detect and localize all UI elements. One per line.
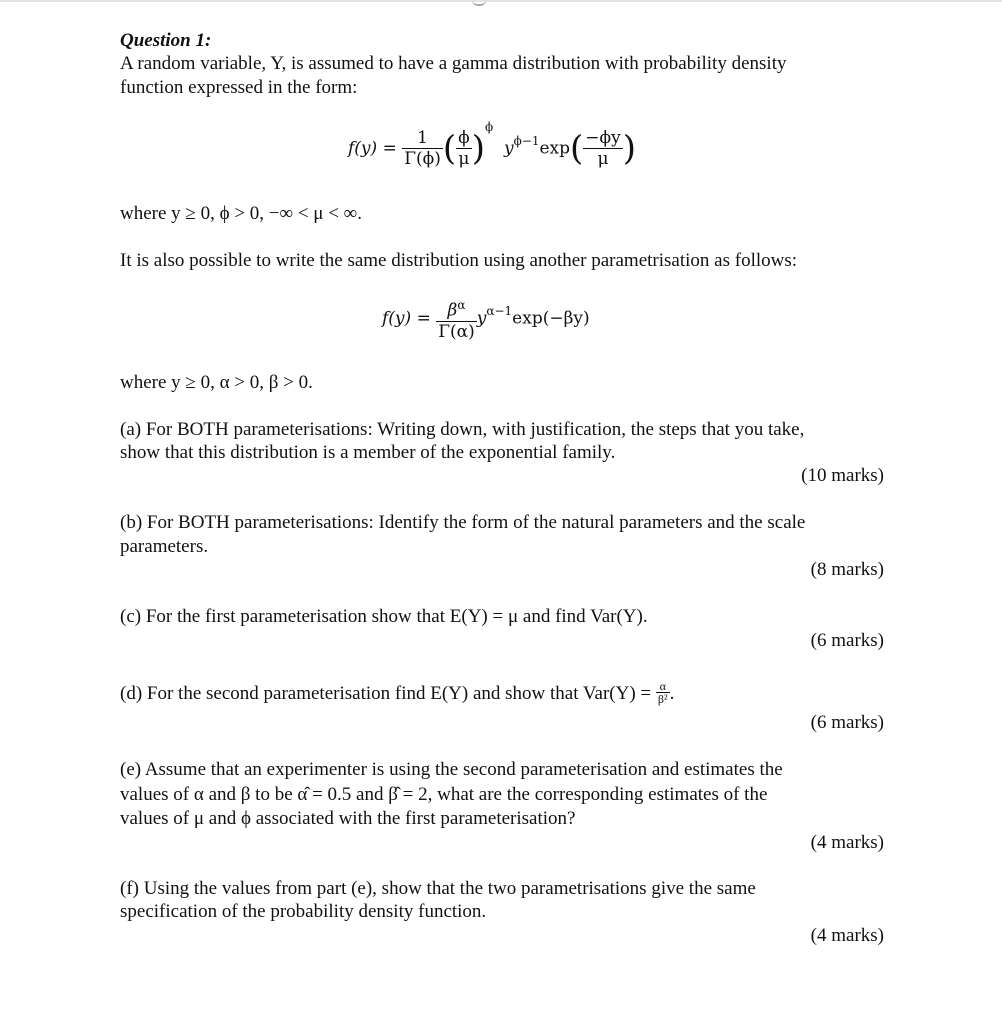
part-e-line-1: (e) Assume that an experimenter is using the second parameterisation and estimates the <box>120 759 783 780</box>
eq2-gamma: Γ(α) <box>438 321 475 342</box>
eq1-exp: exp <box>539 138 571 159</box>
part-d-fraction <box>656 680 670 705</box>
part-e-line-2: values of α and β to be α̂ = 0.5 and β̂ = 2, what are the corresponding estimates of the <box>120 784 768 805</box>
also-text: It is also possible to write the same distribution using another parametrisation as follows: <box>120 250 798 271</box>
part-b-line-1: (b) For BOTH parameterisations: Identify the form of the natural parameters and the scale <box>120 512 806 533</box>
part-f-marks: (4 marks) <box>810 925 884 946</box>
eq1-gamma: Γ(ϕ) <box>404 149 441 169</box>
part-d-frac-num: α <box>656 680 670 693</box>
eq2-lhs: f(y) = <box>382 308 431 329</box>
eq1-one: 1 <box>402 128 443 149</box>
eq2-beta-power: α <box>457 298 466 312</box>
eq1-y-power: ϕ−1 <box>513 134 540 148</box>
eq1-neg-phi-y: −ϕy <box>585 128 621 148</box>
part-b-line-2: parameters. <box>120 536 209 557</box>
eq2-tail: exp(−βy) <box>512 308 590 329</box>
equation-2 <box>382 295 590 342</box>
part-d-frac-den: β² <box>657 692 668 706</box>
eq2-y-power: α−1 <box>486 303 513 318</box>
part-a-line-1: (a) For BOTH parameterisations: Writing down, with justification, the steps that you take, <box>120 419 805 440</box>
part-c-line-1: (c) For the first parameterisation show that E(Y) = μ and find Var(Y). <box>120 606 648 627</box>
part-e-line-3: values of μ and ϕ associated with the first parameterisation? <box>120 808 576 829</box>
eq1-exp-fraction <box>583 128 622 169</box>
eq2-y: y <box>476 308 487 329</box>
part-d-line-1: (d) For the second parameterisation find E(Y) and show that Var(Y) = $\frac{\alpha}{\text{β²}}$ . <box>120 679 675 706</box>
eq1-phi-power: ϕ <box>485 120 494 134</box>
part-d-marks: (6 marks) <box>810 712 884 733</box>
eq2-numerator <box>436 295 477 322</box>
eq1-mu: μ <box>458 149 470 169</box>
equation-1 <box>348 120 636 169</box>
part-e-marks: (4 marks) <box>810 832 884 853</box>
where-1: where y ≥ 0, ϕ > 0, −∞ < μ < ∞. <box>120 203 362 224</box>
page-top-mark <box>472 0 486 6</box>
eq1-lhs: f(y) = <box>348 138 397 159</box>
where-2: where y ≥ 0, α > 0, β > 0. <box>120 372 313 393</box>
eq1-paren-open: ( <box>442 128 457 169</box>
eq2-fraction <box>436 295 477 342</box>
part-a-marks: (10 marks) <box>801 465 884 486</box>
eq1-phi: ϕ <box>458 128 470 148</box>
part-c-marks: (6 marks) <box>810 630 884 651</box>
part-f-line-1: (f) Using the values from part (e), show that the two parametrisations give the same <box>120 878 756 899</box>
page-top-border <box>0 0 1002 2</box>
eq2-beta: β <box>447 300 458 321</box>
eq1-paren2-close: ) <box>622 128 636 169</box>
intro-line-2: function expressed in the form: <box>120 77 358 98</box>
eq1-paren2-open: ( <box>570 128 584 169</box>
eq1-mu-den: μ <box>597 149 609 169</box>
part-f-line-2: specification of the probability density function. <box>120 901 487 922</box>
eq1-phi-mu-fraction <box>456 128 472 169</box>
intro-line-1: A random variable, Y, is assumed to have a gamma distribution with probability density <box>120 53 787 74</box>
part-b-marks: (8 marks) <box>810 559 884 580</box>
part-a-line-2: show that this distribution is a member of the exponential family. <box>120 442 616 463</box>
eq1-gamma-fraction <box>402 128 443 169</box>
part-d-text: (d) For the second parameterisation find E(Y) and show that Var(Y) = <box>120 683 652 704</box>
eq1-paren-close: ) <box>471 128 485 169</box>
eq1-y: y <box>504 138 514 159</box>
question-title: Question 1: <box>120 30 212 51</box>
